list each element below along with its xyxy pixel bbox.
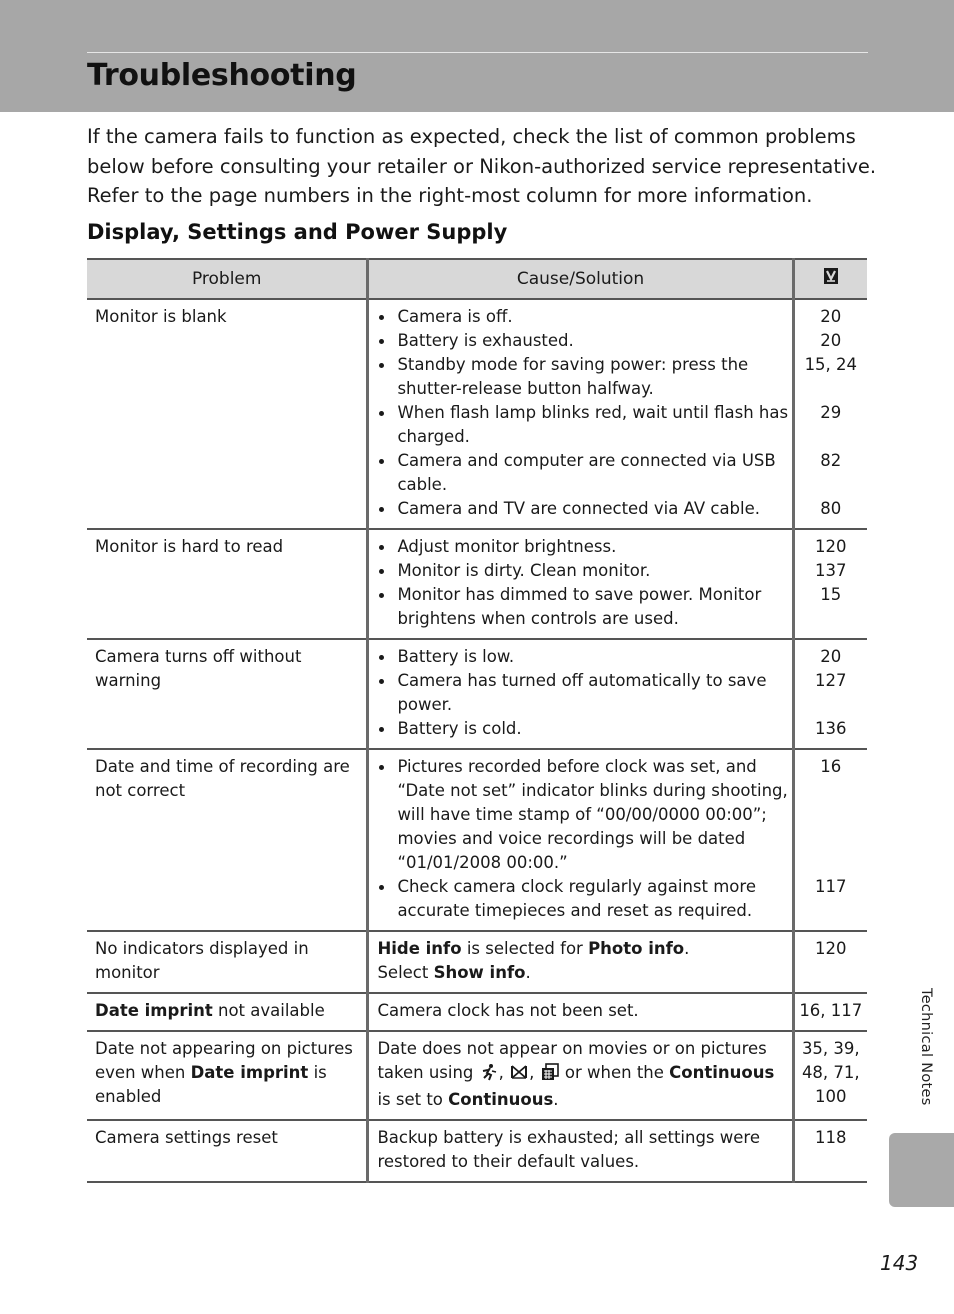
header-rule — [87, 52, 868, 53]
page-ref: 80 — [820, 499, 842, 518]
cause-item: Battery is cold. — [377, 717, 789, 741]
side-tab — [889, 1133, 954, 1207]
page-ref: 137 — [815, 561, 847, 580]
setting-name: Show info — [433, 963, 526, 982]
problem-cell: Camera turns off without warning — [87, 639, 368, 749]
problem-text: not available — [212, 1001, 325, 1020]
cause-item: Battery is low. — [377, 645, 789, 669]
table-row — [87, 639, 867, 749]
cause-item: Monitor has dimmed to save power. Monitor brightens when controls are used. — [377, 583, 789, 631]
cause-item: Camera is off. — [377, 305, 789, 329]
solution-cell: Backup battery is exhausted; all settings were restored to their default values. — [368, 1120, 793, 1182]
table-row — [87, 749, 867, 931]
cause-cell — [368, 529, 793, 639]
setting-name: Continuous — [448, 1090, 554, 1109]
page-cell: 16, 117 — [793, 993, 867, 1031]
page-cell — [793, 639, 867, 749]
problem-text: Date not appearing on pictures even when — [95, 1039, 353, 1082]
problem-cell: Monitor is hard to read — [87, 529, 368, 639]
problem-cell: No indicators displayed in monitor — [87, 931, 368, 993]
setting-name: Date imprint — [190, 1063, 309, 1082]
cause-item: Camera and TV are connected via AV cable. — [377, 497, 789, 521]
page-title: Troubleshooting — [87, 58, 357, 93]
cause-item: Check camera clock regularly against more accurate timepieces and reset as required. — [377, 875, 789, 923]
page-ref: 82 — [820, 451, 842, 470]
page-ref: 127 — [815, 671, 847, 690]
solution-cell — [368, 1031, 793, 1120]
page-cell — [793, 529, 867, 639]
intro-paragraph: If the camera fails to function as expected, check the list of common problems below before consulting your retailer or Nikon-authorized service representative. Refer to the page numbers in the right-most column for more information. — [87, 125, 877, 207]
page-cell — [793, 1031, 867, 1120]
page-number: 143 — [880, 1251, 919, 1275]
problem-cell — [87, 1031, 368, 1120]
page-ref: 35, 39, — [801, 1039, 860, 1058]
cause-item: Battery is exhausted. — [377, 329, 789, 353]
column-header-problem: Problem — [87, 259, 368, 299]
page-ref: 20 — [820, 331, 842, 350]
page-reference-icon — [821, 266, 841, 293]
cause-cell — [368, 299, 793, 529]
problem-cell: Camera settings reset — [87, 1120, 368, 1182]
header-band — [0, 0, 954, 112]
table-row — [87, 931, 867, 993]
separator-text: , — [498, 1063, 510, 1082]
column-header-page — [793, 259, 867, 299]
sports-continuous-icon — [480, 1063, 498, 1088]
cause-item: Monitor is dirty. Clean monitor. — [377, 559, 789, 583]
table-row — [87, 299, 867, 529]
solution-cell: Camera clock has not been set. — [368, 993, 793, 1031]
solution-text: Select — [377, 963, 434, 982]
troubleshooting-table — [87, 258, 867, 1183]
page-cell — [793, 299, 867, 529]
cause-item: When flash lamp blinks red, wait until flash has charged. — [377, 401, 789, 449]
table-row — [87, 1120, 867, 1182]
column-header-cause-solution: Cause/Solution — [368, 259, 793, 299]
side-tab-label: Technical Notes — [918, 988, 934, 1106]
cause-item: Camera has turned off automatically to save power. — [377, 669, 789, 717]
table-row — [87, 1031, 867, 1120]
page-cell: 120 — [793, 931, 867, 993]
table-row — [87, 993, 867, 1031]
solution-text: or when the — [559, 1063, 670, 1082]
setting-name: Date imprint — [95, 1001, 213, 1020]
page-ref: 120 — [815, 537, 847, 556]
cause-cell — [368, 749, 793, 931]
solution-text: is set to — [377, 1090, 449, 1109]
multi-shot-16-icon — [541, 1063, 559, 1088]
page-ref: 117 — [815, 877, 847, 896]
problem-text: is enabled — [95, 1063, 327, 1106]
section-title: Display, Settings and Power Supply — [87, 220, 508, 244]
problem-cell: Monitor is blank — [87, 299, 368, 529]
problem-cell — [87, 993, 368, 1031]
table-header-row — [87, 259, 867, 299]
cause-item: Adjust monitor brightness. — [377, 535, 789, 559]
problem-cell: Date and time of recording are not correct — [87, 749, 368, 931]
page-ref: 48, 71, — [801, 1063, 860, 1082]
solution-cell — [368, 931, 793, 993]
setting-name: Photo info — [588, 939, 685, 958]
page-ref: 16 — [820, 757, 842, 776]
page-cell: 118 — [793, 1120, 867, 1182]
page-ref: 20 — [820, 647, 842, 666]
cause-item: Pictures recorded before clock was set, and “Date not set” indicator blinks during shooting, will have time stamp of “00/00/0000 00:00”; movies and voice recordings will be dated “01/01/2008 00:00.” — [377, 755, 789, 875]
cause-cell — [368, 639, 793, 749]
page-cell — [793, 749, 867, 931]
solution-text: . — [553, 1090, 559, 1109]
page-ref: 15 — [820, 585, 842, 604]
solution-text: Date does not appear on movies or on pictures taken using — [377, 1039, 767, 1082]
solution-text: is selected for — [461, 939, 589, 958]
setting-name: Hide info — [377, 939, 462, 958]
page-ref: 15, 24 — [804, 355, 858, 374]
cause-item: Standby mode for saving power: press the shutter-release button halfway. — [377, 353, 789, 401]
page-ref: 29 — [820, 403, 842, 422]
cause-item: Camera and computer are connected via USB cable. — [377, 449, 789, 497]
solution-text: . — [684, 939, 690, 958]
bulb-icon — [510, 1063, 528, 1088]
separator-text: , — [529, 1063, 540, 1082]
page-ref: 20 — [820, 307, 842, 326]
page-ref: 100 — [815, 1087, 847, 1106]
page-ref: 136 — [815, 719, 847, 738]
setting-name: Continuous — [669, 1063, 775, 1082]
solution-text: . — [525, 963, 531, 982]
table-row — [87, 529, 867, 639]
